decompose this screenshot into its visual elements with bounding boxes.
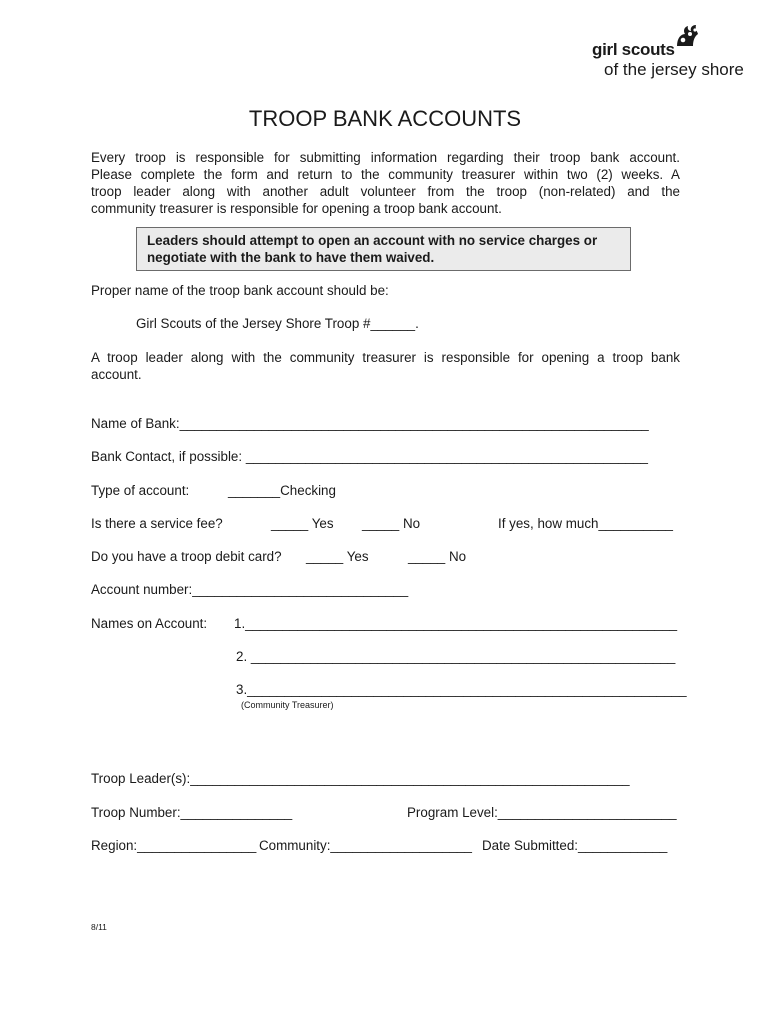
logo-text-main: girl scouts — [592, 40, 675, 59]
page-title: TROOP BANK ACCOUNTS — [248, 106, 522, 131]
account-name-1-field[interactable]: 1.__________________________________________________________ — [234, 616, 678, 631]
account-type-checking-field[interactable]: _______Checking — [228, 483, 336, 498]
intro-line: community treasurer is responsible for opening a troop bank account. — [91, 201, 502, 216]
debit-card-no-field[interactable]: _____ No — [408, 549, 467, 564]
notice-box — [136, 227, 631, 271]
program-level-field[interactable]: Program Level:________________________ — [407, 805, 677, 820]
intro-paragraph — [91, 149, 680, 217]
service-fee-amount-field[interactable]: If yes, how much__________ — [498, 516, 673, 531]
proper-name-value: Girl Scouts of the Jersey Shore Troop #______. — [136, 316, 419, 331]
account-number-field[interactable]: Account number:_____________________________ — [91, 582, 409, 597]
responsibility-line: A troop leader along with the community treasurer is responsible for opening a troop bank — [91, 350, 680, 365]
proper-name-label: Proper name of the troop bank account should be: — [91, 283, 389, 298]
region-field[interactable]: Region:________________ — [91, 838, 257, 853]
responsibility-line: account. — [91, 367, 142, 382]
account-name-3-field[interactable]: 3.___________________________________________________________ — [236, 682, 687, 697]
revision-code: 8/11 — [91, 922, 107, 932]
troop-number-field[interactable]: Troop Number:_______________ — [91, 805, 293, 820]
date-submitted-field[interactable]: Date Submitted:____________ — [482, 838, 668, 853]
notice-line: negotiate with the bank to have them waived. — [147, 250, 435, 265]
intro-line: Please complete the form and return to the community treasurer within two (2) weeks. A — [91, 167, 680, 182]
account-type-label: Type of account: — [91, 483, 190, 498]
bank-contact-field[interactable]: Bank Contact, if possible: ______________________________________________________ — [91, 449, 648, 464]
service-fee-yes-field[interactable]: _____ Yes — [271, 516, 334, 531]
intro-line: Every troop is responsible for submitting information regarding their troop bank account. — [91, 150, 680, 165]
logo-text-sub: of the jersey shore — [604, 60, 744, 79]
trefoil-profiles-icon — [673, 22, 701, 50]
names-on-account-label: Names on Account: — [91, 616, 208, 631]
account-name-2-field[interactable]: 2. _________________________________________________________ — [236, 649, 676, 664]
notice-line: Leaders should attempt to open an account with no service charges or — [147, 233, 598, 248]
debit-card-label: Do you have a troop debit card? — [91, 549, 282, 564]
responsibility-paragraph — [91, 349, 680, 383]
service-fee-no-field[interactable]: _____ No — [362, 516, 421, 531]
troop-leaders-field[interactable]: Troop Leader(s):___________________________________________________________ — [91, 771, 630, 786]
bank-name-field[interactable]: Name of Bank:_______________________________________________________________ — [91, 416, 649, 431]
debit-card-yes-field[interactable]: _____ Yes — [306, 549, 369, 564]
intro-line: troop leader along with another adult volunteer from the troop (non-related) and the — [91, 184, 680, 199]
service-fee-label: Is there a service fee? — [91, 516, 223, 531]
community-treasurer-note: (Community Treasurer) — [241, 700, 334, 710]
community-field[interactable]: Community:___________________ — [259, 838, 472, 853]
